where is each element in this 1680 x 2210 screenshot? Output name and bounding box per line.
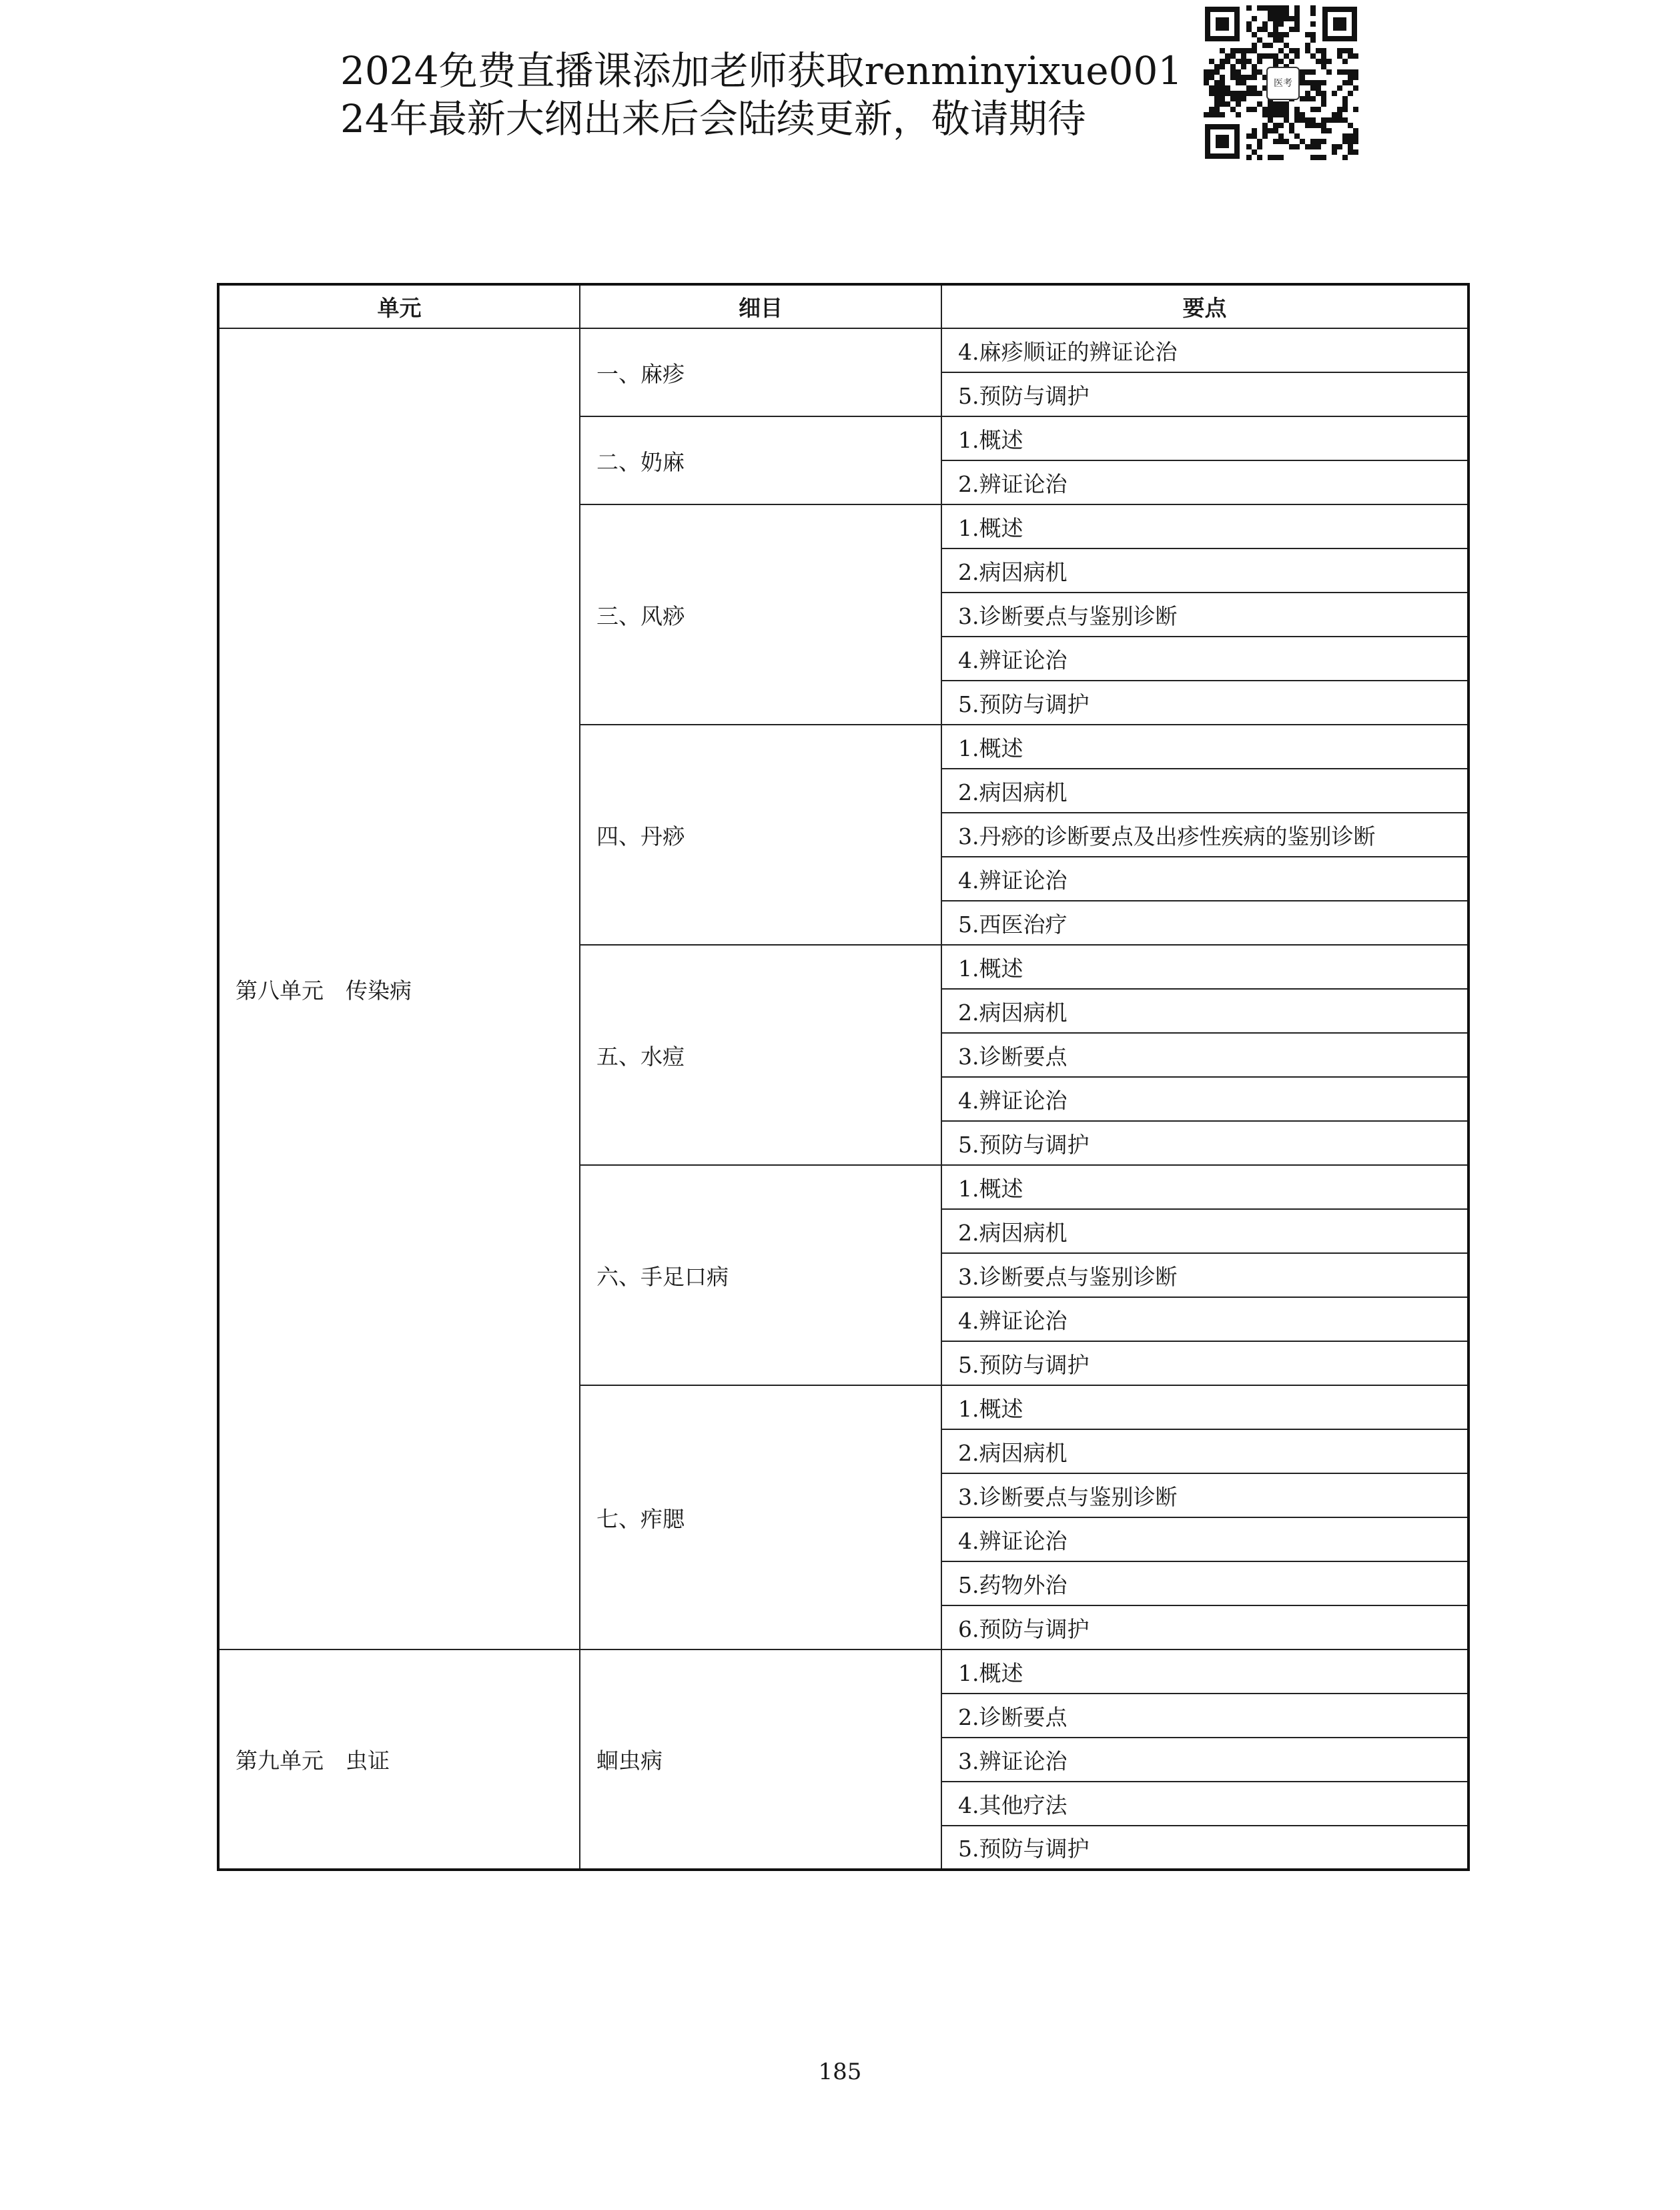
point-cell: 2.病因病机 bbox=[941, 769, 1468, 813]
point-cell: 5.预防与调护 bbox=[941, 1826, 1468, 1870]
point-cell: 2.病因病机 bbox=[941, 548, 1468, 593]
column-header-unit: 单元 bbox=[218, 284, 580, 328]
point-cell: 4.辨证论治 bbox=[941, 637, 1468, 681]
table-header-row bbox=[218, 284, 1468, 328]
item-cell: 七、痄腮 bbox=[580, 1385, 941, 1649]
unit-cell: 第八单元 传染病 bbox=[218, 328, 580, 1649]
point-cell: 1.概述 bbox=[941, 1385, 1468, 1429]
item-cell: 四、丹痧 bbox=[580, 725, 941, 945]
table-row bbox=[218, 328, 1468, 372]
point-cell: 1.概述 bbox=[941, 725, 1468, 769]
point-cell: 3.诊断要点与鉴别诊断 bbox=[941, 1473, 1468, 1517]
point-cell: 3.诊断要点与鉴别诊断 bbox=[941, 1253, 1468, 1297]
point-cell: 5.预防与调护 bbox=[941, 1121, 1468, 1165]
page-number: 185 bbox=[818, 2059, 862, 2085]
point-cell: 3.诊断要点与鉴别诊断 bbox=[941, 593, 1468, 637]
item-cell: 一、麻疹 bbox=[580, 328, 941, 416]
page-header bbox=[340, 47, 1201, 143]
header-line-1: 2024免费直播课添加老师获取renminyixue001 bbox=[340, 48, 1183, 93]
header-line-2: 24年最新大纲出来后会陆续更新，敬请期待 bbox=[340, 96, 1086, 141]
point-cell: 6.预防与调护 bbox=[941, 1605, 1468, 1649]
point-cell: 2.病因病机 bbox=[941, 1429, 1468, 1473]
point-cell: 4.其他疗法 bbox=[941, 1782, 1468, 1826]
point-cell: 4.麻疹顺证的辨证论治 bbox=[941, 328, 1468, 372]
point-cell: 2.辨证论治 bbox=[941, 460, 1468, 504]
point-cell: 5.预防与调护 bbox=[941, 681, 1468, 725]
qr-logo-badge: 医考 bbox=[1266, 67, 1300, 100]
item-cell: 三、风痧 bbox=[580, 504, 941, 725]
point-cell: 4.辨证论治 bbox=[941, 1077, 1468, 1121]
item-cell: 五、水痘 bbox=[580, 945, 941, 1165]
point-cell: 1.概述 bbox=[941, 945, 1468, 989]
item-cell: 六、手足口病 bbox=[580, 1165, 941, 1385]
point-cell: 4.辨证论治 bbox=[941, 1297, 1468, 1341]
point-cell: 5.药物外治 bbox=[941, 1561, 1468, 1605]
point-cell: 5.预防与调护 bbox=[941, 1341, 1468, 1385]
point-cell: 1.概述 bbox=[941, 416, 1468, 460]
point-cell: 1.概述 bbox=[941, 1649, 1468, 1694]
point-cell: 2.诊断要点 bbox=[941, 1694, 1468, 1738]
point-cell: 2.病因病机 bbox=[941, 989, 1468, 1033]
point-cell: 2.病因病机 bbox=[941, 1209, 1468, 1253]
point-cell: 4.辨证论治 bbox=[941, 1517, 1468, 1561]
table-row bbox=[218, 1649, 1468, 1694]
point-cell: 5.西医治疗 bbox=[941, 901, 1468, 945]
point-cell: 1.概述 bbox=[941, 1165, 1468, 1209]
column-header-points: 要点 bbox=[941, 284, 1468, 328]
syllabus-table bbox=[217, 283, 1470, 1871]
point-cell: 3.丹痧的诊断要点及出疹性疾病的鉴别诊断 bbox=[941, 813, 1468, 857]
point-cell: 4.辨证论治 bbox=[941, 857, 1468, 901]
point-cell: 3.辨证论治 bbox=[941, 1738, 1468, 1782]
item-cell: 二、奶麻 bbox=[580, 416, 941, 504]
point-cell: 5.预防与调护 bbox=[941, 372, 1468, 416]
item-cell: 蛔虫病 bbox=[580, 1649, 941, 1870]
point-cell: 1.概述 bbox=[941, 504, 1468, 548]
point-cell: 3.诊断要点 bbox=[941, 1033, 1468, 1077]
column-header-item: 细目 bbox=[580, 284, 941, 328]
unit-cell: 第九单元 虫证 bbox=[218, 1649, 580, 1870]
table-body bbox=[218, 328, 1468, 1870]
